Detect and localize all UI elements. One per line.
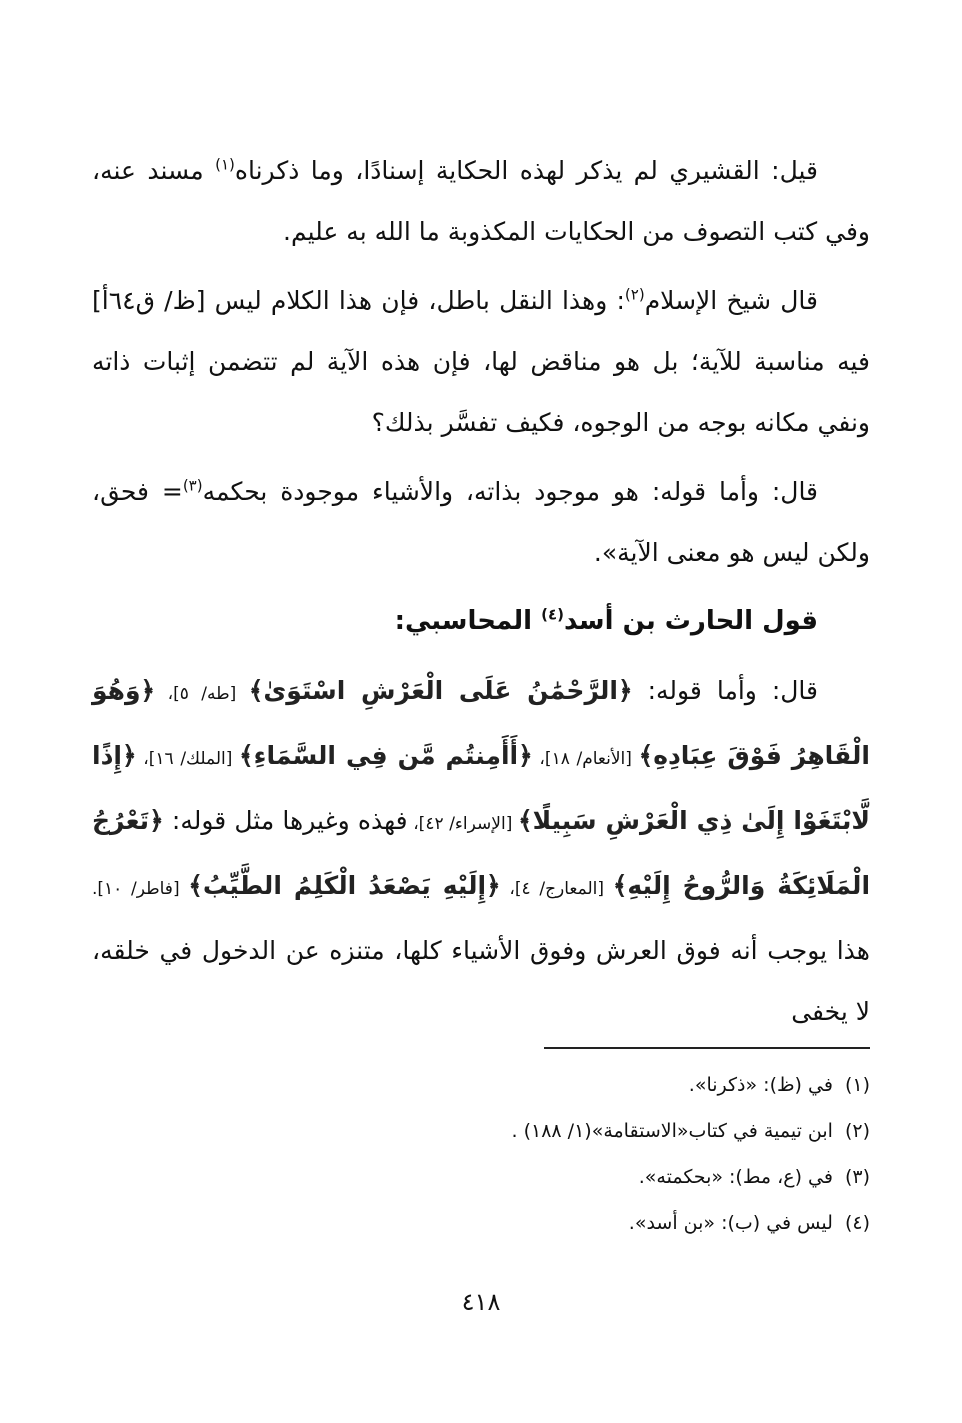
quran-verse-6: ﴿إِلَيْهِ يَصْعَدُ الْكَلِمُ الطَّيِّبُ﴾ <box>188 871 501 900</box>
main-text <box>92 140 870 1042</box>
verse-ref-1: [طه/ ٥]، <box>155 684 249 704</box>
paragraph-3-text-a: قال: وأما قوله: هو موجود بذاته، والأشياء موجودة بحكمه <box>202 477 819 506</box>
verse-ref-6: [فاطر/ ١٠]. <box>92 879 189 899</box>
footnote-1-text: في (ظ): «ذكرنا». <box>688 1074 833 1096</box>
section-heading-text-b: المحاسبي: <box>394 606 542 636</box>
paragraph-1 <box>92 140 870 262</box>
paragraph-3 <box>92 461 870 583</box>
paragraph-4-text-2: فهذه وغيرها مثل قوله: <box>163 806 408 835</box>
paragraph-2-text-b: : وهذا النقل باطل، فإن هذا الكلام ليس [ظ/ ق٦٤أ] فيه مناسبة للآية؛ بل هو مناقض لها، فإن هذه الآية لم تتضمن إثبات ذاته ونفي مكانه بوجه من الوجوه، فكيف تفسَّر بذلك؟ <box>92 286 870 437</box>
paragraph-2-text-a: قال شيخ الإسلام <box>644 286 818 315</box>
quran-verse-1: ﴿الرَّحْمَٰنُ عَلَى الْعَرْشِ اسْتَوَىٰ﴾ <box>248 676 633 705</box>
paragraph-4-text-3: هذا يوجب أنه فوق العرش وفوق الأشياء كلها، متنزه عن الدخول في خلقه، لا يخفى <box>92 936 870 1026</box>
footnote-1 <box>380 1062 870 1108</box>
quran-verse-5: ﴿تَعْرُجُ الْمَلَائِكَةُ وَالرُّوحُ إِلَيْهِ﴾ <box>92 806 871 900</box>
quran-verse-2: ﴿وَهُوَ الْقَاهِرُ فَوْقَ عِبَادِهِ﴾ <box>92 676 870 770</box>
verse-ref-3: [الملك/ ١٦]، <box>136 749 240 769</box>
section-heading-text-a: قول الحارث بن أسد <box>564 606 818 636</box>
paragraph-3-text-b: = فحق، ولكن ليس هو معنى الآية». <box>92 477 870 567</box>
footnote-marker-2: (٢) <box>624 285 645 304</box>
paragraph-4 <box>92 660 870 1042</box>
quran-verse-4: ﴿إِذًا لَّابْتَغَوْا إِلَىٰ ذِي الْعَرْشِ سَبِيلًا﴾ <box>92 741 870 835</box>
footnote-marker-4: (٤) <box>541 605 565 624</box>
footnote-2-text: ابن تيمية في كتاب«الاستقامة»(١/ ١٨٨) . <box>511 1120 833 1142</box>
footnote-2-number: (٢) <box>844 1120 870 1142</box>
footnote-marker-3: (٣) <box>182 476 203 495</box>
quran-verse-3: ﴿أَأَمِنتُم مَّن فِي السَّمَاءِ﴾ <box>239 741 533 770</box>
footnote-3-number: (٣) <box>844 1166 870 1188</box>
footnote-3 <box>380 1154 870 1200</box>
footnote-3-text: في (ع، مط): «بحكمته». <box>638 1166 833 1188</box>
footnote-2 <box>380 1108 870 1154</box>
footnotes <box>380 1062 870 1246</box>
verse-ref-4: [الإسراء/ ٤٢]، <box>407 814 518 834</box>
footnote-4 <box>380 1200 870 1246</box>
footnote-1-number: (١) <box>844 1074 870 1096</box>
footnote-4-number: (٤) <box>844 1212 870 1234</box>
verse-ref-5: [المعارج/ ٤]، <box>500 879 613 899</box>
paragraph-1-text-a: قيل: القشيري لم يذكر لهذه الحكاية إسنادًا، وما ذكرناه <box>234 156 818 185</box>
footnote-4-text: ليس في (ب): «بن أسد». <box>628 1212 833 1234</box>
footnote-separator <box>544 1047 870 1049</box>
paragraph-1-text-b: مسند عنه، وفي كتب التصوف من الحكايات المكذوبة ما الله به عليم. <box>92 156 870 246</box>
footnote-marker-1: (١) <box>215 155 235 174</box>
verse-ref-2: [الأنعام/ ١٨]، <box>532 749 639 769</box>
paragraph-2 <box>92 270 870 453</box>
section-heading <box>92 591 870 652</box>
page-number: ٤١٨ <box>461 1288 501 1316</box>
paragraph-4-text-1: قال: وأما قوله: <box>632 676 818 705</box>
